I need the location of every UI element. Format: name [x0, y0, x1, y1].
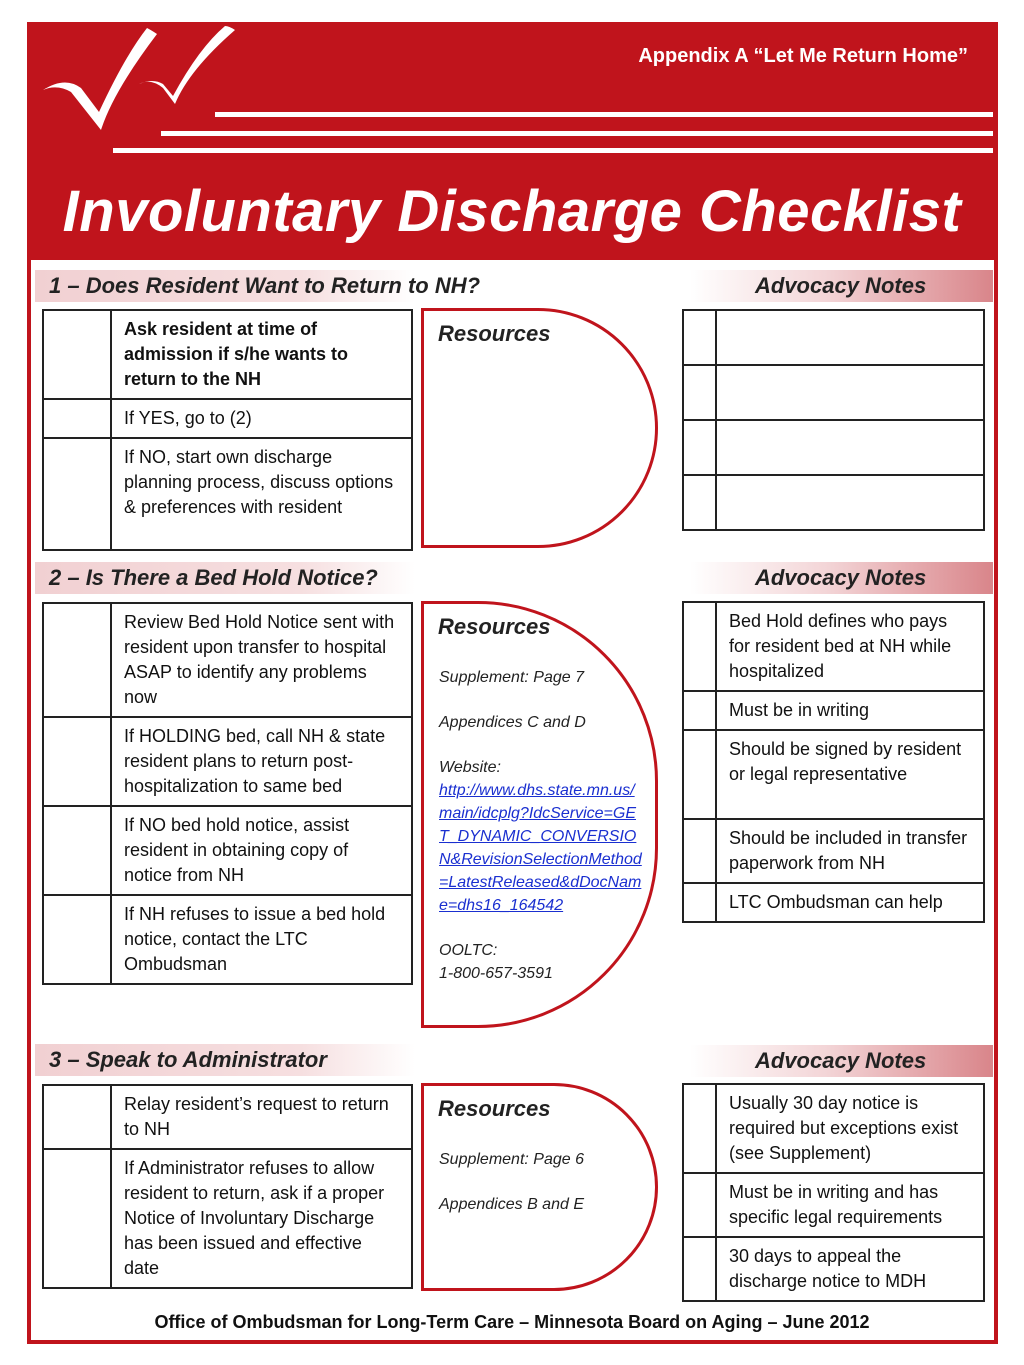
checklist-item: If HOLDING bed, call NH & state resident plans to return post-hospitalization to same bed [111, 717, 412, 806]
section-1-header [35, 270, 481, 302]
advocacy-title: Advocacy Notes [755, 1048, 927, 1073]
checklist-item: If Administrator refuses to allow resident to return, ask if a proper Notice of Involuntary Discharge has been issued and effective date [111, 1149, 412, 1288]
checkbox[interactable] [683, 475, 716, 530]
resources-body [439, 1148, 644, 1238]
table-row [683, 883, 984, 922]
checkbox[interactable] [683, 365, 716, 420]
resources-title: Resources [438, 1096, 551, 1121]
checkbox[interactable] [43, 717, 111, 806]
decor-line [161, 131, 993, 136]
note-item [716, 365, 984, 420]
checklist-item: If YES, go to (2) [111, 399, 412, 438]
section-2-advocacy-header [690, 562, 993, 594]
checklist-item: If NO, start own discharge planning process, discuss options & preferences with resident [111, 438, 412, 550]
section-2-title: 2 – Is There a Bed Hold Notice? [49, 565, 378, 590]
decor-line [215, 112, 993, 117]
checklist-item: If NO bed hold notice, assist resident in obtaining copy of notice from NH [111, 806, 412, 895]
section-2-checklist [42, 602, 413, 985]
checkmark-icon [39, 26, 259, 146]
resources-body [439, 666, 644, 1007]
checkbox[interactable] [43, 895, 111, 984]
section-3-checklist [42, 1084, 413, 1289]
checklist-item: Review Bed Hold Notice sent with resident upon transfer to hospital ASAP to identify any problems now [111, 603, 412, 717]
note-item [716, 310, 984, 365]
checkbox[interactable] [683, 602, 716, 691]
note-item: Must be in writing [716, 691, 984, 730]
section-2-header [35, 562, 415, 594]
table-row [683, 691, 984, 730]
checkbox[interactable] [683, 1084, 716, 1173]
note-item: Usually 30 day notice is required but exceptions exist (see Supplement) [716, 1084, 984, 1173]
table-row [43, 1085, 412, 1149]
resource-supplement: Supplement: Page 6 [439, 1151, 584, 1168]
checkbox[interactable] [683, 1237, 716, 1301]
section-2-resources [421, 601, 658, 1028]
table-row [683, 602, 984, 691]
section-3-title: 3 – Speak to Administrator [49, 1047, 327, 1072]
website-link[interactable]: http://www.dhs.state.mn.us/main/idcplg?IdcService=GET_DYNAMIC_CONVERSION&RevisionSelectionMethod=LatestReleased&dDocName=dhs16_164542 [439, 782, 642, 914]
table-row [43, 1149, 412, 1288]
table-row [683, 475, 984, 530]
advocacy-title: Advocacy Notes [755, 273, 927, 298]
checkbox[interactable] [683, 819, 716, 883]
section-2-advocacy-notes [682, 601, 985, 923]
table-row [43, 895, 412, 984]
resources-title: Resources [438, 614, 551, 639]
checkbox[interactable] [683, 1173, 716, 1237]
table-row [683, 365, 984, 420]
ooltc-phone: 1-800-657-3591 [439, 965, 553, 982]
note-item [716, 475, 984, 530]
resource-appendices: Appendices C and D [439, 714, 586, 731]
note-item: Bed Hold defines who pays for resident bed at NH while hospitalized [716, 602, 984, 691]
table-row [683, 1237, 984, 1301]
table-row [683, 1173, 984, 1237]
resource-website [439, 756, 644, 917]
table-row [683, 730, 984, 819]
note-item: Should be signed by resident or legal representative [716, 730, 984, 819]
note-item: LTC Ombudsman can help [716, 883, 984, 922]
table-row [43, 399, 412, 438]
checkbox[interactable] [683, 883, 716, 922]
table-row [683, 819, 984, 883]
note-item: Must be in writing and has specific legal requirements [716, 1173, 984, 1237]
checkbox[interactable] [43, 438, 111, 550]
table-row [43, 603, 412, 717]
checkbox[interactable] [683, 310, 716, 365]
ooltc-label: OOLTC: [439, 942, 498, 959]
checkbox[interactable] [683, 691, 716, 730]
table-row [683, 310, 984, 365]
section-1-resources [421, 308, 658, 548]
website-label: Website: [439, 759, 501, 776]
advocacy-title: Advocacy Notes [755, 565, 927, 590]
section-3-header [35, 1044, 415, 1076]
checkbox[interactable] [43, 806, 111, 895]
note-item [716, 420, 984, 475]
checklist-item: If NH refuses to issue a bed hold notice, contact the LTC Ombudsman [111, 895, 412, 984]
section-1-advocacy-notes [682, 309, 985, 531]
note-item: 30 days to appeal the discharge notice to MDH [716, 1237, 984, 1301]
checklist-item: Ask resident at time of admission if s/he wants to return to the NH [111, 310, 412, 399]
resource-appendices: Appendices B and E [439, 1196, 584, 1213]
appendix-label: Appendix A “Let Me Return Home” [638, 45, 968, 67]
table-row [43, 310, 412, 399]
section-3-resources [421, 1083, 658, 1291]
decor-line [113, 148, 993, 153]
checklist-item: Relay resident’s request to return to NH [111, 1085, 412, 1149]
resource-supplement: Supplement: Page 7 [439, 669, 584, 686]
checkbox[interactable] [683, 730, 716, 819]
section-3-advocacy-notes [682, 1083, 985, 1302]
section-1-advocacy-header [690, 270, 993, 302]
table-row [683, 1084, 984, 1173]
checkbox[interactable] [43, 603, 111, 717]
page-title: Involuntary Discharge Checklist [62, 179, 962, 244]
checkbox[interactable] [43, 399, 111, 438]
resources-title: Resources [438, 321, 551, 346]
checkbox[interactable] [683, 420, 716, 475]
table-row [683, 420, 984, 475]
note-item: Should be included in transfer paperwork from NH [716, 819, 984, 883]
section-3-advocacy-header [690, 1045, 993, 1077]
section-1-title: 1 – Does Resident Want to Return to NH? [49, 273, 481, 298]
footer-text: Office of Ombudsman for Long-Term Care – Minnesota Board on Aging – June 2012 [154, 1312, 870, 1332]
checkbox[interactable] [43, 310, 111, 399]
resource-ooltc [439, 939, 644, 985]
table-row [43, 806, 412, 895]
table-row [43, 717, 412, 806]
checkbox[interactable] [43, 1085, 111, 1149]
table-row [43, 438, 412, 550]
section-1-checklist [42, 309, 413, 551]
checkbox[interactable] [43, 1149, 111, 1288]
